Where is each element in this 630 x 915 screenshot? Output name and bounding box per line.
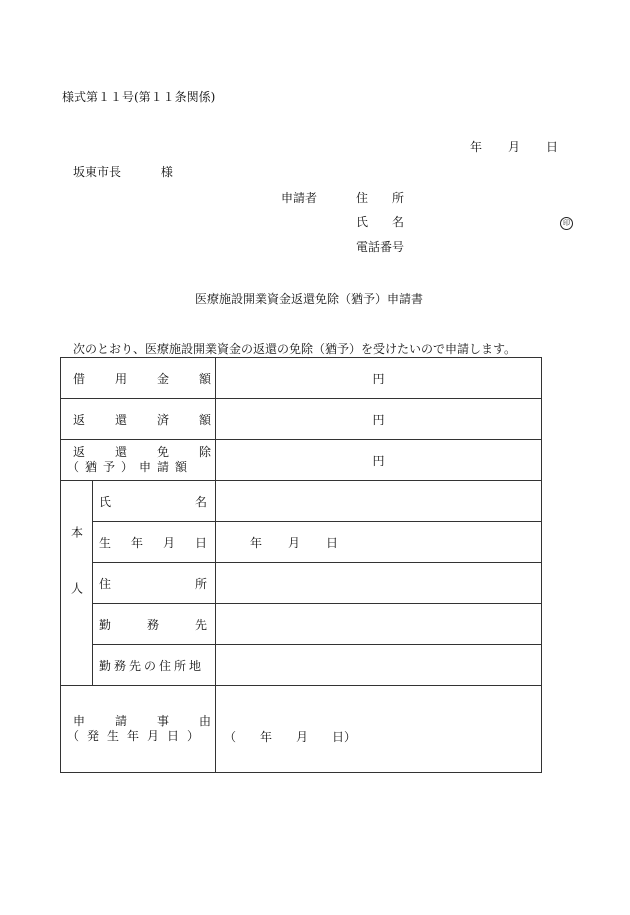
applicant-address-text: 住所 [356, 191, 429, 205]
loan-amount-row [61, 358, 542, 399]
date-day: 日 [545, 140, 558, 154]
intro-text: 次のとおり、医療施設開業資金の返還の免除（猶予）を受けたいので申請します。 [73, 342, 517, 356]
date-month: 月 [507, 140, 520, 154]
document-title: 医療施設開業資金返還免除（猶予）申請書 [195, 292, 424, 306]
seal-stamp-icon: 印 [560, 217, 573, 230]
loan-amount-value[interactable] [216, 358, 542, 399]
birthdate-label: 生年月日 [93, 522, 216, 563]
birth-year: 年 [250, 535, 263, 550]
reason-label-line2: （発生年月日） [67, 729, 208, 743]
exemption-label-line1: 返還免除 [73, 445, 242, 459]
workplace-address-label: 勤務先の住所地 [93, 645, 216, 686]
reason-value[interactable] [216, 686, 542, 773]
repaid-amount-row [61, 399, 542, 440]
person-name-row [61, 481, 542, 522]
reason-row [61, 686, 542, 773]
date-line [470, 138, 558, 155]
exemption-amount-value[interactable] [216, 440, 542, 481]
loan-amount-yen: 円 [372, 371, 385, 386]
applicant-phone-label: 電話番号 [356, 240, 405, 254]
person-label: 本人 [69, 525, 84, 638]
repaid-amount-value[interactable] [216, 399, 542, 440]
loan-amount-label: 借用金額 [61, 358, 216, 399]
application-table [60, 357, 542, 773]
exemption-amount-yen: 円 [372, 453, 385, 468]
birthdate-value[interactable] [216, 522, 542, 563]
applicant-label: 申請者 [281, 191, 318, 205]
workplace-address-row [61, 645, 542, 686]
addressee-name: 坂東市長 [73, 165, 122, 179]
workplace-value[interactable] [216, 604, 542, 645]
person-section-label [61, 481, 93, 686]
workplace-label: 勤務先 [93, 604, 216, 645]
seal-mark [560, 214, 573, 230]
person-address-label: 住所 [93, 563, 216, 604]
reason-label-line1: 申請事由 [73, 714, 242, 728]
exemption-amount-row [61, 440, 542, 481]
person-address-row [61, 563, 542, 604]
birth-month: 月 [288, 535, 301, 550]
exemption-label-line2: （猶予）申請額 [67, 460, 194, 474]
workplace-row [61, 604, 542, 645]
applicant-address-label [356, 189, 429, 206]
addressee [73, 163, 173, 180]
repaid-amount-yen: 円 [372, 412, 385, 427]
reason-date: （ 年 月 日） [224, 729, 357, 744]
exemption-amount-label [61, 440, 242, 481]
reason-label [61, 686, 242, 773]
applicant-name-label [356, 213, 429, 230]
birth-day: 日 [326, 535, 339, 550]
workplace-address-value[interactable] [216, 645, 542, 686]
repaid-amount-label: 返還済額 [61, 399, 216, 440]
applicant-name-text: 氏名 [356, 215, 429, 229]
birthdate-row [61, 522, 542, 563]
form-number: 様式第１１号(第１１条関係) [62, 90, 216, 104]
addressee-honorific: 様 [160, 165, 173, 179]
person-name-label: 氏名 [93, 481, 216, 522]
date-year: 年 [470, 140, 483, 154]
